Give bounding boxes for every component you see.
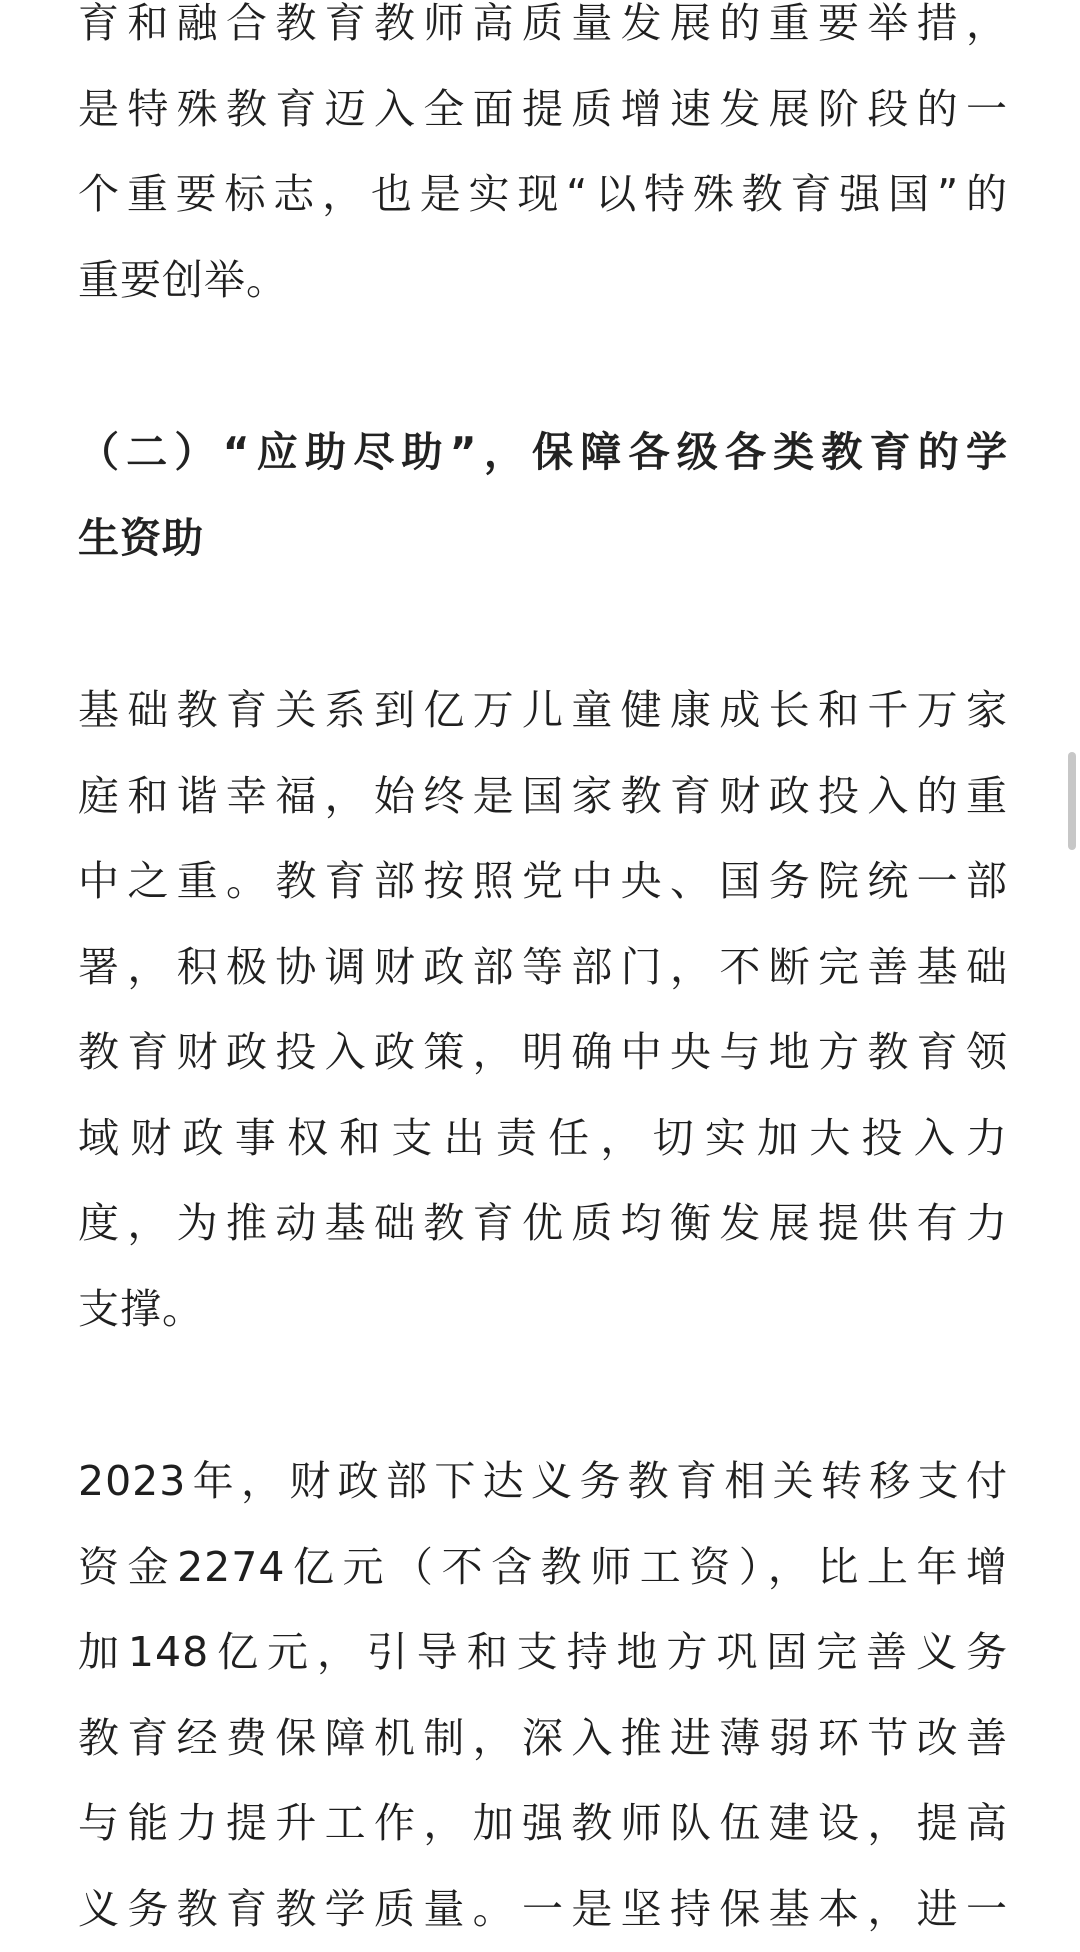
text-line: 支撑。 xyxy=(78,1267,1008,1353)
text-line: 教育经费保障机制，深入推进薄弱环节改善 xyxy=(78,1696,1008,1782)
text-line: 个重要标志，也是实现“以特殊教育强国”的 xyxy=(78,152,1008,238)
paragraph-3 xyxy=(78,1439,1008,1952)
text-line: 加148亿元，引导和支持地方巩固完善义务 xyxy=(78,1610,1008,1696)
heading-line: （二）“应助尽助”，保障各级各类教育的学 xyxy=(78,410,1008,496)
paragraph-2 xyxy=(78,668,1008,1352)
article-content xyxy=(78,0,1008,1952)
text-line: 资金2274亿元（不含教师工资），比上年增 xyxy=(78,1525,1008,1611)
text-line: 域财政事权和支出责任，切实加大投入力 xyxy=(78,1096,1008,1182)
text-line: 育和融合教育教师高质量发展的重要举措， xyxy=(78,0,1008,67)
text-line: 是特殊教育迈入全面提质增速发展阶段的一 xyxy=(78,67,1008,153)
paragraph-spacer xyxy=(78,581,1008,668)
text-line: 度，为推动基础教育优质均衡发展提供有力 xyxy=(78,1181,1008,1267)
heading-line: 生资助 xyxy=(78,496,1008,582)
text-line: 义务教育教学质量。一是坚持保基本，进一 xyxy=(78,1867,1008,1952)
text-line: 2023年，财政部下达义务教育相关转移支付 xyxy=(78,1439,1008,1525)
section-heading xyxy=(78,410,1008,581)
paragraph-1 xyxy=(78,0,1008,323)
paragraph-spacer xyxy=(78,1352,1008,1439)
text-line: 署，积极协调财政部等部门，不断完善基础 xyxy=(78,925,1008,1011)
text-line: 基础教育关系到亿万儿童健康成长和千万家 xyxy=(78,668,1008,754)
text-line: 与能力提升工作，加强教师队伍建设，提高 xyxy=(78,1781,1008,1867)
text-line: 庭和谐幸福，始终是国家教育财政投入的重 xyxy=(78,754,1008,840)
vertical-scrollbar[interactable] xyxy=(1068,752,1076,850)
text-line: 重要创举。 xyxy=(78,238,1008,324)
text-line: 中之重。教育部按照党中央、国务院统一部 xyxy=(78,839,1008,925)
paragraph-spacer xyxy=(78,323,1008,410)
text-line: 教育财政投入政策，明确中央与地方教育领 xyxy=(78,1010,1008,1096)
